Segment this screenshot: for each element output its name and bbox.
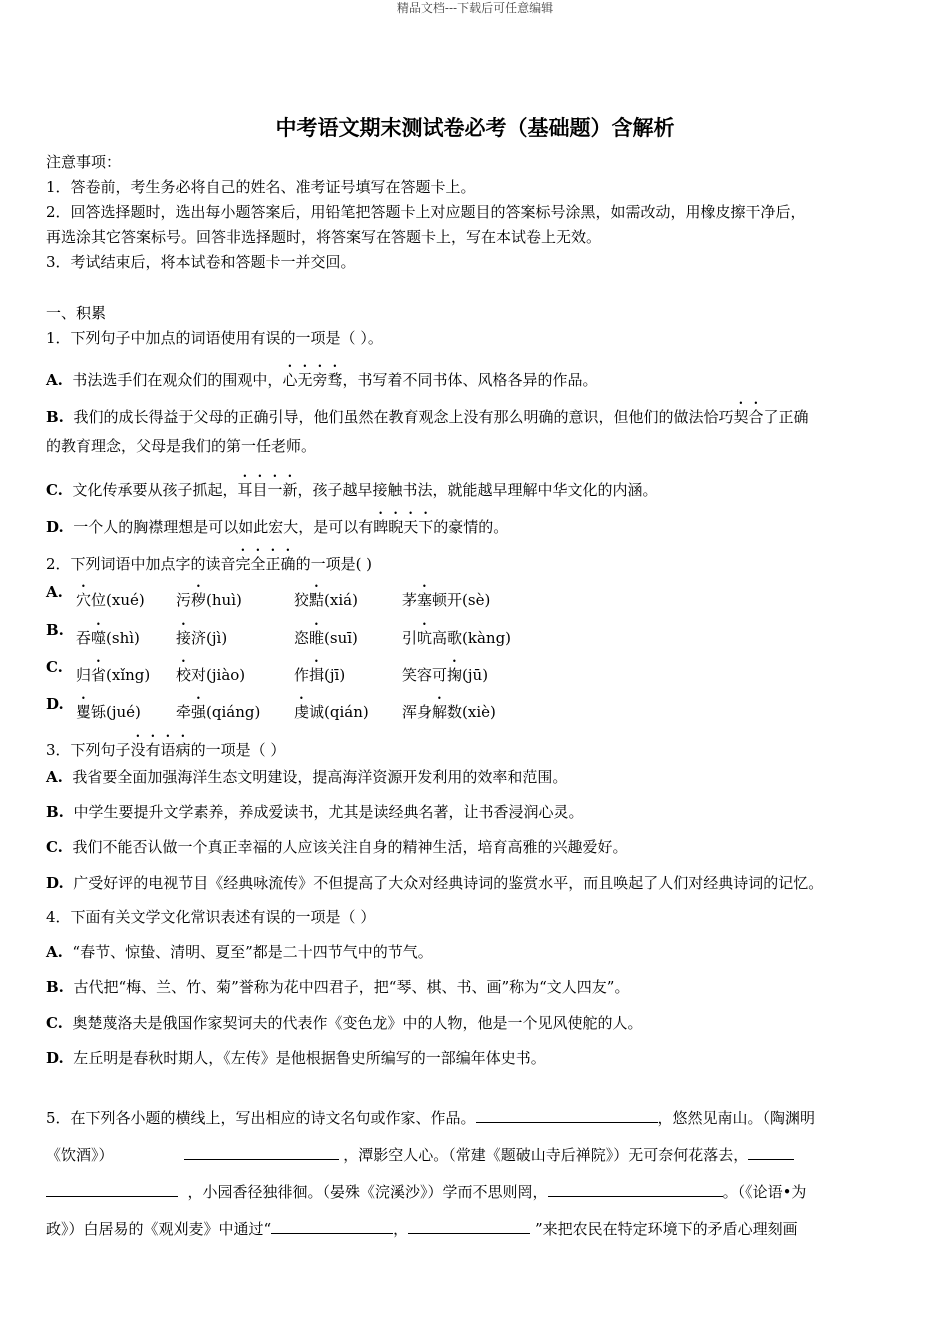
word-item: 牵强(qiáng) bbox=[176, 703, 261, 721]
answer-blank[interactable] bbox=[46, 1182, 178, 1197]
word-item: 浑身解数(xiè) bbox=[402, 703, 496, 721]
q5-line-1: 5．在下列各小题的横线上，写出相应的诗文名句或作家、作品。 ，悠然见南山。（陶渊明 bbox=[46, 1109, 816, 1127]
answer-blank[interactable] bbox=[408, 1219, 530, 1234]
q2-option-row bbox=[46, 582, 491, 609]
dotted-text: 心无旁骛 bbox=[282, 371, 343, 389]
word-item: 校对(jiào) bbox=[176, 666, 246, 684]
word-item: 虔诚(qián) bbox=[294, 703, 369, 721]
word-item: 引吭高歌(kàng) bbox=[402, 629, 512, 647]
q4-option-a: A. “春节、惊蛰、清明、夏至”都是二十四节气中的节气。 bbox=[46, 943, 433, 961]
q3-stem: 3．下列句子没有语病的一项是（ ） bbox=[46, 741, 286, 759]
notice-item: 1．答卷前，考生务必将自己的姓名、准考证号填写在答题卡上。 bbox=[46, 178, 476, 196]
notice-item: 2．回答选择题时，选出每小题答案后，用铅笔把答题卡上对应题目的答案标号涂黑，如需改动，用橡皮擦干净后， bbox=[46, 203, 806, 221]
q2-option-row bbox=[46, 657, 489, 684]
q1-option-b-cont: 的教育理念，父母是我们的第一任老师。 bbox=[46, 437, 317, 455]
notice-item: 3．考试结束后，将本试卷和答题卡一并交回。 bbox=[46, 253, 356, 271]
q5-line-4: 政》）白居易的《观刈麦》中通过“ ， ”来把农民在特定环境下的矛盾心理刻画 bbox=[46, 1220, 798, 1238]
q3-option-a: A. 我省要全面加强海洋生态文明建设，提高海洋资源开发利用的效率和范围。 bbox=[46, 768, 568, 786]
q4-option-d: D. 左丘明是春秋时期人，《左传》是他根据鲁史所编写的一部编年体史书。 bbox=[46, 1049, 546, 1067]
q5-line-3: ，小园香径独徘徊。（晏殊《浣溪沙》）学而不思则罔， 。（《论语•为 bbox=[46, 1182, 806, 1202]
option-label: B. bbox=[46, 621, 64, 639]
answer-blank[interactable] bbox=[748, 1145, 794, 1160]
word-item: 恣睢(suī) bbox=[294, 629, 358, 647]
word-item: 接济(jì) bbox=[176, 629, 228, 647]
dotted-text: 睥睨天下 bbox=[373, 518, 434, 536]
answer-blank[interactable] bbox=[476, 1108, 658, 1123]
q2-option-row bbox=[46, 620, 512, 647]
q3-option-b: B. 中学生要提升文学素养，养成爱读书，尤其是读经典名著，让书香浸润心灵。 bbox=[46, 803, 584, 821]
dotted-text: 契合 bbox=[733, 408, 764, 426]
page-header: 精品文档---下载后可任意编辑 bbox=[396, 1, 554, 15]
q4-stem: 4．下面有关文学文化常识表述有误的一项是（ ） bbox=[46, 908, 376, 926]
q1-option-d: D. 一个人的胸襟理想是可以如此宏大，是可以有睥睨天下的豪情的。 bbox=[46, 518, 509, 536]
q3-option-c: C. 我们不能否认做一个真正幸福的人应该关注自身的精神生活，培育高雅的兴趣爱好。 bbox=[46, 838, 628, 856]
q1-option-a: A. 书法选手们在观众们的围观中，心无旁骛，书写着不同书体、风格各异的作品。 bbox=[46, 371, 598, 389]
q4-option-c: C. 奥楚蔑洛夫是俄国作家契诃夫的代表作《变色龙》中的人物，他是一个见风使舵的人。 bbox=[46, 1014, 643, 1032]
word-item: 穴位(xué) bbox=[76, 591, 145, 609]
word-item: 笑容可掬(jū) bbox=[402, 666, 489, 684]
q1-stem: 1．下列句子中加点的词语使用有误的一项是（ ）。 bbox=[46, 329, 383, 347]
q1-option-c: C. 文化传承要从孩子抓起，耳目一新，孩子越早接触书法，就能越早理解中华文化的内涵。 bbox=[46, 481, 658, 499]
word-item: 狡黠(xiá) bbox=[294, 591, 358, 609]
option-label: D. bbox=[46, 695, 64, 713]
answer-blank[interactable] bbox=[548, 1182, 723, 1197]
dotted-text: 耳目一新 bbox=[237, 481, 298, 499]
q5-line-2: 《饮酒》） ，潭影空人心。（常建《题破山寺后禅院》）无可奈何花落去， bbox=[46, 1145, 794, 1165]
answer-blank[interactable] bbox=[271, 1219, 393, 1234]
q1-option-b: B. 我们的成长得益于父母的正确引导，他们虽然在教育观念上没有那么明确的意识，但他们的做法恰巧契合了正确 bbox=[46, 408, 809, 426]
word-item: 矍铄(jué) bbox=[76, 703, 141, 721]
q2-option-row bbox=[46, 694, 496, 721]
notice-heading: 注意事项： bbox=[46, 153, 122, 171]
section-heading: 一、积累 bbox=[46, 304, 107, 322]
q4-option-b: B. 古代把“梅、兰、竹、菊”誉称为花中四君子，把“琴、棋、书、画”称为“文人四友”。 bbox=[46, 978, 630, 996]
word-item: 吞噬(shì) bbox=[76, 629, 140, 647]
option-label: A. bbox=[46, 583, 63, 601]
answer-blank[interactable] bbox=[184, 1145, 339, 1160]
option-label: C. bbox=[46, 658, 63, 676]
notice-item: 再选涂其它答案标号。回答非选择题时，将答案写在答题卡上，写在本试卷上无效。 bbox=[46, 228, 602, 246]
word-item: 污秽(huì) bbox=[176, 591, 242, 609]
page-title: 中考语文期末测试卷必考（基础题）含解析 bbox=[275, 116, 675, 140]
q3-option-d: D. 广受好评的电视节目《经典咏流传》不但提高了大众对经典诗词的鉴赏水平，而且唤起了人们对经典诗词的记忆。 bbox=[46, 874, 824, 892]
word-item: 茅塞顿开(sè) bbox=[402, 591, 491, 609]
word-item: 归省(xǐng) bbox=[76, 666, 151, 684]
word-item: 作揖(jī) bbox=[294, 666, 346, 684]
q2-stem: 2．下列词语中加点字的读音完全正确的一项是( ) bbox=[46, 555, 373, 573]
